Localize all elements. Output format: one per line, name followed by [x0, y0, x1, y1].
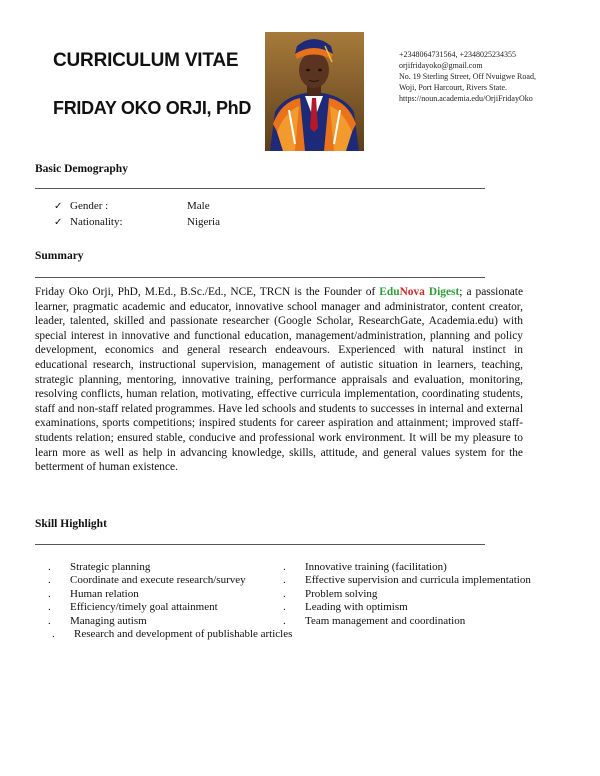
- address-line-2: Woji, Port Harcourt, Rivers State.: [399, 83, 508, 92]
- person-name: FRIDAY OKO ORJI, PhD: [53, 98, 252, 118]
- phone-numbers: +2348064731564, +2348025234355: [399, 50, 517, 59]
- checkmark-icon: ✓: [54, 216, 63, 228]
- skill-item: Research and development of publishable articles: [74, 628, 293, 641]
- bullet-icon: .: [283, 574, 286, 587]
- bullet-icon: .: [48, 601, 51, 614]
- skill-item: Human relation: [70, 587, 139, 600]
- checkmark-icon: ✓: [54, 200, 63, 212]
- demography-list: [54, 198, 220, 230]
- section-divider: [35, 544, 485, 545]
- address-line-1: No. 19 Sterling Street, Off Nvuigwe Road,: [399, 72, 536, 81]
- bullet-icon: .: [283, 587, 286, 600]
- gender-value: Male: [187, 200, 210, 212]
- nationality-value: Nigeria: [187, 216, 220, 228]
- skill-item: Strategic planning: [70, 561, 151, 573]
- section-divider: [35, 277, 485, 278]
- bullet-icon: .: [283, 614, 286, 627]
- demography-item-gender: [54, 198, 220, 214]
- bullet-icon: .: [48, 587, 51, 600]
- bullet-icon: .: [52, 628, 55, 641]
- skill-item: Problem solving: [305, 587, 378, 600]
- bullet-icon: .: [48, 561, 51, 573]
- summary-paragraph: [35, 285, 523, 475]
- summary-text-after: ; a passionate learner, pragmatic academic and educator, innovative school manager and administrator, content creator, leader, talented, skilled and passionate researcher (Google Scholar, ResearchGate, Academia.edu) with special interest in innovative and functional education, management/administration, planning and policy development, economics and general research endeavours. Experienced with natural instinct in educational research, instructional supervision, management of autistic situation in learners, teaching, strategic planning, mentoring, innovative training, performance appraisals and evaluation, monitoring, resolving conflicts, human relation, motivating, effective curricula implementation, coordinating students, staff and non-staff related programmes. Have led schools and students to successes in internal and external examinations, sports competitions; inspired students for career aspiration and attainment; improved staff-students relation; ensured stable, conducive and professional work environment. It will be my pleasure to learn more as well as help in advancing knowledge, skills, attitude, and general values system for the betterment of human existence.: [35, 286, 524, 474]
- brand-nova: Nova: [399, 286, 425, 298]
- section-divider: [35, 188, 485, 189]
- contact-block: [399, 49, 536, 104]
- skill-item: Managing autism: [70, 614, 147, 627]
- skill-row: [48, 574, 531, 587]
- skills-heading: Skill Highlight: [35, 518, 107, 530]
- bullet-icon: .: [48, 614, 51, 627]
- brand-digest: Digest: [424, 286, 460, 298]
- skill-row: [48, 561, 531, 574]
- skill-item: Effective supervision and curricula implementation: [305, 574, 531, 587]
- profile-photo: [265, 32, 364, 151]
- bullet-icon: .: [283, 601, 286, 614]
- demography-item-nationality: [54, 214, 220, 230]
- skills-list: [48, 561, 531, 641]
- title-block: [53, 50, 251, 119]
- skill-row: [48, 601, 531, 614]
- brand-edu: Edu: [379, 286, 400, 298]
- nationality-label: Nationality:: [70, 216, 123, 228]
- skill-item: Leading with optimism: [305, 601, 408, 614]
- skill-item: Efficiency/timely goal attainment: [70, 601, 218, 614]
- bullet-icon: .: [48, 574, 51, 587]
- skill-row: [48, 588, 531, 601]
- summary-heading: Summary: [35, 250, 84, 262]
- email-address[interactable]: orjifridayoko@gmail.com: [399, 61, 483, 70]
- summary-text-before: Friday Oko Orji, PhD, M.Ed., B.Sc./Ed., NCE, TRCN is the Founder of: [35, 286, 380, 298]
- gender-label: Gender :: [70, 200, 109, 212]
- website-link[interactable]: https://noun.academia.edu/OrjiFridayOko: [399, 94, 533, 103]
- skill-item: Team management and coordination: [305, 614, 466, 627]
- document-title: CURRICULUM VITAE: [53, 50, 239, 71]
- skill-item: Innovative training (facilitation): [305, 561, 447, 573]
- skill-item: Coordinate and execute research/survey: [70, 574, 246, 587]
- bullet-icon: .: [283, 561, 286, 573]
- skill-row: [48, 615, 531, 628]
- skill-row: [48, 628, 531, 641]
- demography-heading: Basic Demography: [35, 163, 128, 175]
